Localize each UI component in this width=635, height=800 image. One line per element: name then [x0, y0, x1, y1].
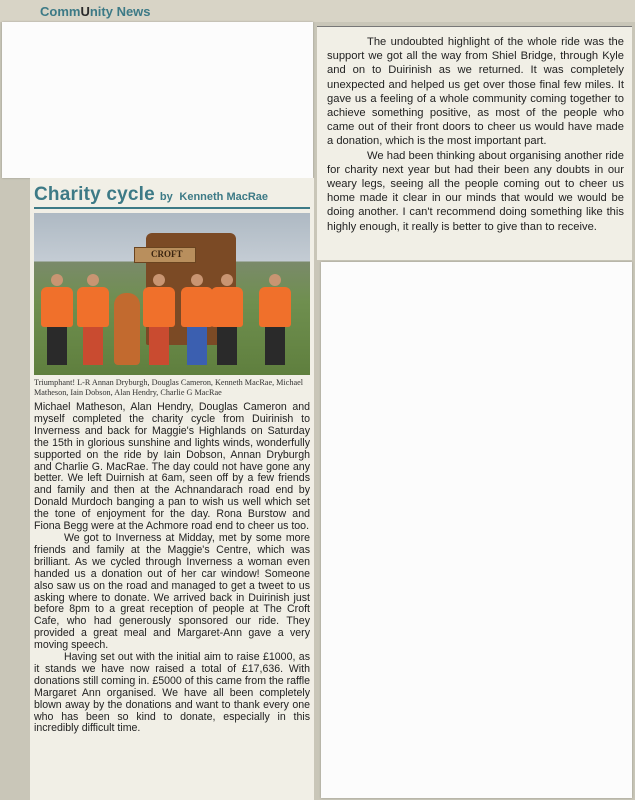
title-text: Charity cycle	[34, 184, 155, 205]
carved-figure	[114, 293, 140, 365]
brand-prefix: Comm	[40, 4, 81, 19]
title-underline	[34, 207, 310, 209]
cyclist-figure	[40, 274, 74, 365]
brand-suffix: nity News	[89, 4, 151, 19]
cyclist-figure	[142, 274, 176, 365]
article-body	[34, 402, 310, 735]
croft-sign-board	[134, 247, 196, 263]
article-title	[34, 178, 310, 207]
newsletter-brand	[40, 4, 151, 19]
article-clipping	[30, 178, 314, 800]
cyclist-figure	[210, 274, 244, 365]
continuation-paragraph-1: The undoubted highlight of the whole ride was the support we got all the way from Shiel Bridge, through Kyle and on to Duirinish as we returned. It was completely unexpected and helped us get over those final few miles. It gave us a feeling of a whole community coming together to achieve something positive, as most of the people who came out of their front doors to cheer us would have made a donation, which is the most important part.	[327, 36, 624, 148]
cyclist-figure	[76, 274, 110, 365]
sign-text: CROFT	[151, 249, 183, 259]
byline-by: by	[159, 191, 173, 203]
blank-paper-top-left	[2, 22, 313, 178]
article-paragraph-3: Having set out with the initial aim to raise £1000, as it stands we have now raised a total of £17,636. With donations still coming in. £5000 of this came from the raffle Margaret Ann organised. We have all been completely blown away by the donations and want to thank every one who has been so kind to donate, especially in this incredibly difficult time.	[34, 651, 310, 735]
article-continuation-clipping	[317, 26, 632, 260]
blank-paper-bottom-right	[321, 262, 632, 798]
article-paragraph-1: Michael Matheson, Alan Hendry, Douglas Cameron and myself completed the charity cycle from Duirinish to Inverness and back for Maggie's Highlands on Saturday the 15th in glorious sunshine and lights winds, wonderfully supported on the ride by Iain Dobson, Annan Dryburgh and Charlie G. MacRae. The day could not have gone any better. We left Duirnish at 6am, seen off by a few friends and family and then at the Achnandarach road end by Donald Murdoch banging a pan to wish us well which set the tone of enjoyment for the day. Rona Burstow and Fiona Begg were at the Achmore road end to cheer us too.	[34, 401, 310, 533]
byline-author: Kenneth MacRae	[179, 191, 269, 203]
photo-caption: Triumphant! L-R Annan Dryburgh, Douglas Cameron, Kenneth MacRae, Michael Matheson, Iain Dobson, Alan Hendry, Charlie G MacRae	[34, 378, 303, 397]
brand-u: U	[80, 4, 90, 19]
page-header	[0, 0, 635, 22]
group-photo	[34, 213, 310, 375]
article-paragraph-2: We got to Inverness at Midday, met by some more friends and family at the Maggie's Centre, which was brilliant. As we cycled through Inverness a woman even handed us a donation out of her car window! Someone also saw us on the road and managed to get a tweet to us asking where to donate. We arrived back in Duirinish just before 8pm to a great reception of people at The Croft Cafe, who had generously sponsored our ride. They provided a great meal and Margaret-Ann gave a very moving speech.	[34, 531, 310, 652]
cyclist-figure	[258, 274, 292, 365]
continuation-paragraph-2: We had been thinking about organising another ride for charity next year but had their been any doubts in our weary legs, seeing all the people coming out to cheer us home made it clear in our minds that would we would be doing another. I can't recommend doing something like this highly enough, it really is better to give than to receive.	[327, 149, 624, 233]
cyclist-figure	[180, 274, 214, 365]
